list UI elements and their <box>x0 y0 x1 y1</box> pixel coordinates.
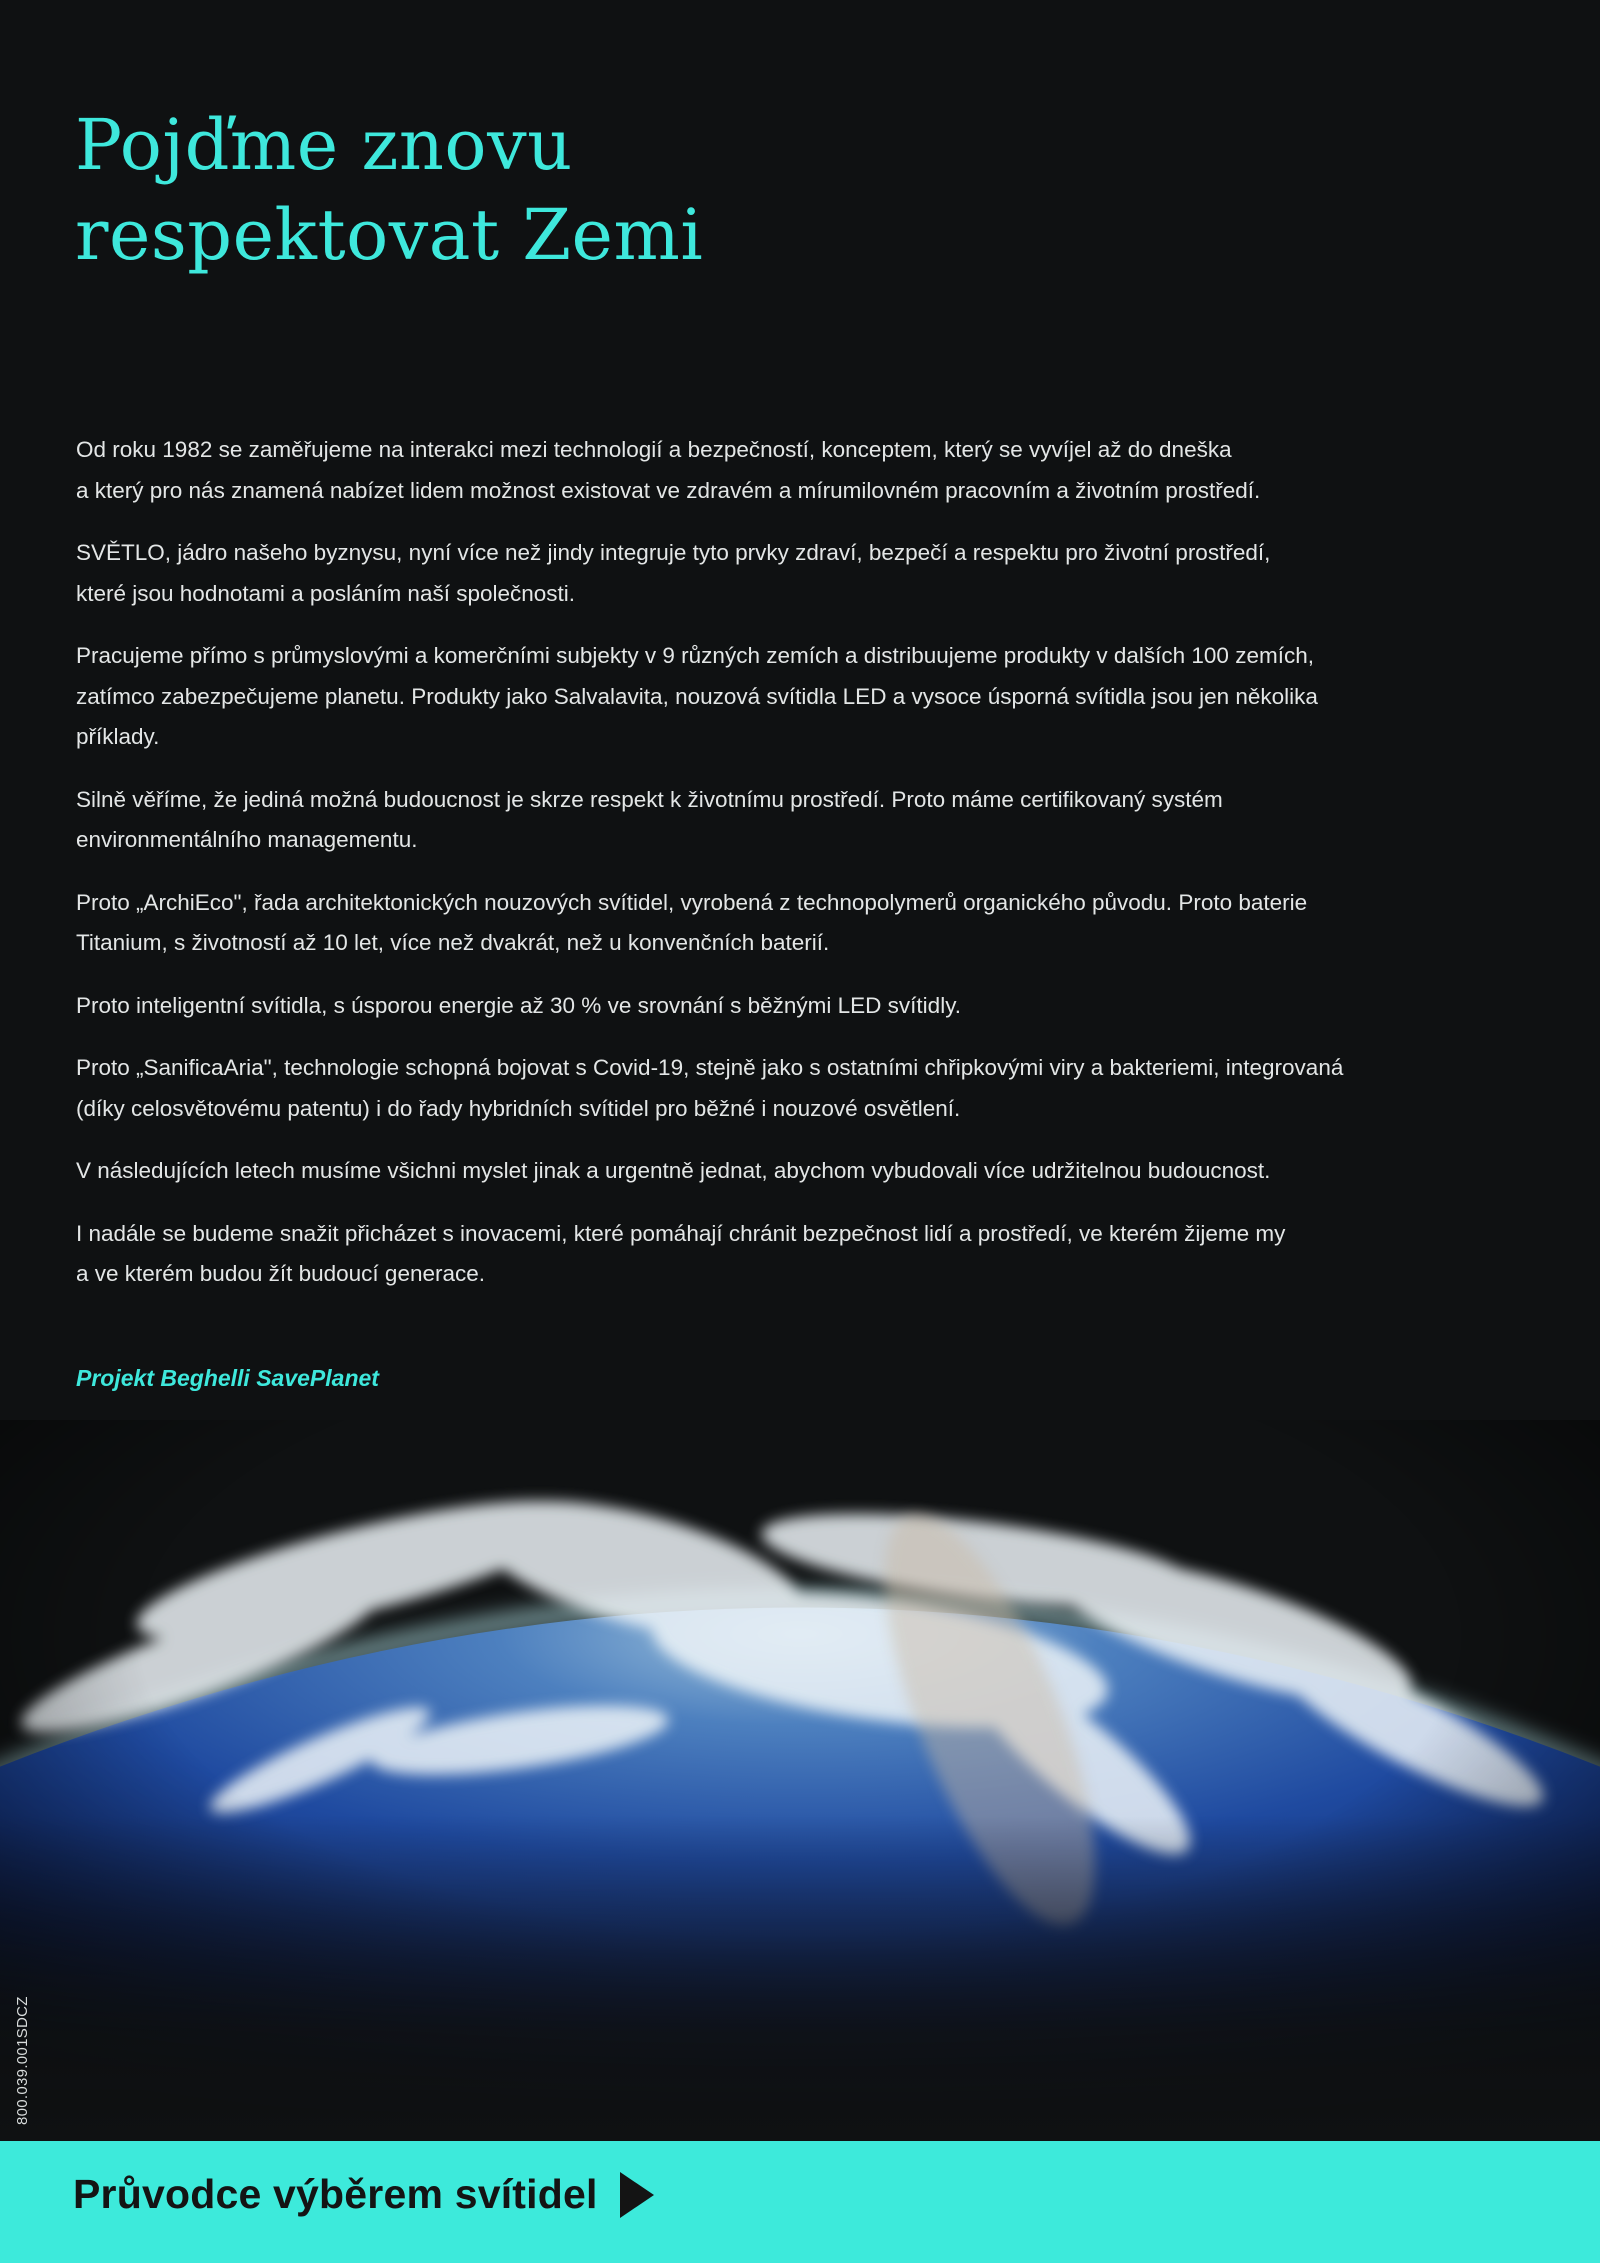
text-line: SVĚTLO, jádro našeho byznysu, nyní více než jindy integruje tyto prvky zdraví, bezpečí a respektu pro životní prostředí, <box>76 540 1271 565</box>
text-line: (díky celosvětovému patentu) i do řady hybridních svítidel pro běžné i nouzové osvětlení. <box>76 1095 961 1121</box>
signature: Projekt Beghelli SavePlanet <box>76 1365 379 1391</box>
text-line: a který pro nás znamená nabízet lidem možnost existovat ve zdravém a mírumilovném pracovním a životním prostředí. <box>76 477 1261 503</box>
paragraph-sanificaaria <box>76 1048 1446 1129</box>
paragraph-distribution <box>76 636 1446 758</box>
text-line: které jsou hodnotami a posláním naší společnosti. <box>76 580 576 606</box>
page-title-line-2: respektovat Zemi <box>75 194 704 276</box>
play-arrow-icon <box>620 2172 654 2218</box>
paragraph-light <box>76 533 1446 614</box>
footer-link-label: Průvodce výběrem svítidel <box>73 2171 598 2217</box>
text-line: Proto inteligentní svítidla, s úsporou energie až 30 % ve srovnání s běžnými LED svítidly. <box>76 992 962 1018</box>
text-line: Pracujeme přímo s průmyslovými a komerčními subjekty v 9 různých zemích a distribuujeme produkty v dalších 100 zemích, <box>76 643 1314 668</box>
text-line: zatímco zabezpečujeme planetu. Produkty jako Salvalavita, nouzová svítidla LED a vysoce úsporná svítidla jsou jen několika <box>76 683 1318 709</box>
text-line: a ve kterém budou žít budoucí generace. <box>76 1261 486 1286</box>
paragraph-innovation <box>76 1214 1446 1295</box>
text-line: Titanium, s životností až 10 let, více než dvakrát, než u konvenčních baterií. <box>76 930 830 955</box>
paragraph-smart-lights <box>76 986 1446 1027</box>
text-line: příklady. <box>76 724 160 749</box>
page-title-line-1: Pojďme znovu <box>75 104 573 186</box>
luminaire-selection-guide-link[interactable] <box>73 2171 654 2218</box>
earth-image <box>0 1420 1600 2140</box>
paragraph-history <box>76 430 1446 511</box>
text-line: environmentálního managementu. <box>76 827 418 852</box>
text-line: I nadále se budeme snažit přicházet s inovacemi, které pomáhají chránit bezpečnost lidí a prostředí, ve kterém žijeme my <box>76 1220 1286 1246</box>
text-line: Proto „ArchiEco", řada architektonických nouzových svítidel, vyrobená z technopolymerů organického původu. Proto baterie <box>76 889 1308 915</box>
body-text <box>76 430 1446 1317</box>
text-line: Silně věříme, že jediná možná budoucnost je skrze respekt k životnímu prostředí. Proto máme certifikovaný systém <box>76 786 1223 812</box>
paragraph-archieco <box>76 883 1446 964</box>
page-title <box>75 100 703 280</box>
paragraph-future <box>76 1151 1446 1192</box>
text-line: V následujících letech musíme všichni myslet jinak a urgentně jednat, abychom vybudovali více udržitelnou budoucnost. <box>76 1158 1271 1183</box>
text-line: Od roku 1982 se zaměřujeme na interakci mezi technologií a bezpečností, konceptem, který se vyvíjel až do dneška <box>76 437 1232 462</box>
text-line: Proto „SanificaAria", technologie schopná bojovat s Covid-19, stejně jako s ostatními chřipkovými viry a bakteriemi, integrovaná <box>76 1055 1344 1080</box>
footer-bar <box>0 2141 1600 2263</box>
paragraph-environment <box>76 780 1446 861</box>
document-code: 800.039.001SDCZ <box>14 1996 31 2125</box>
